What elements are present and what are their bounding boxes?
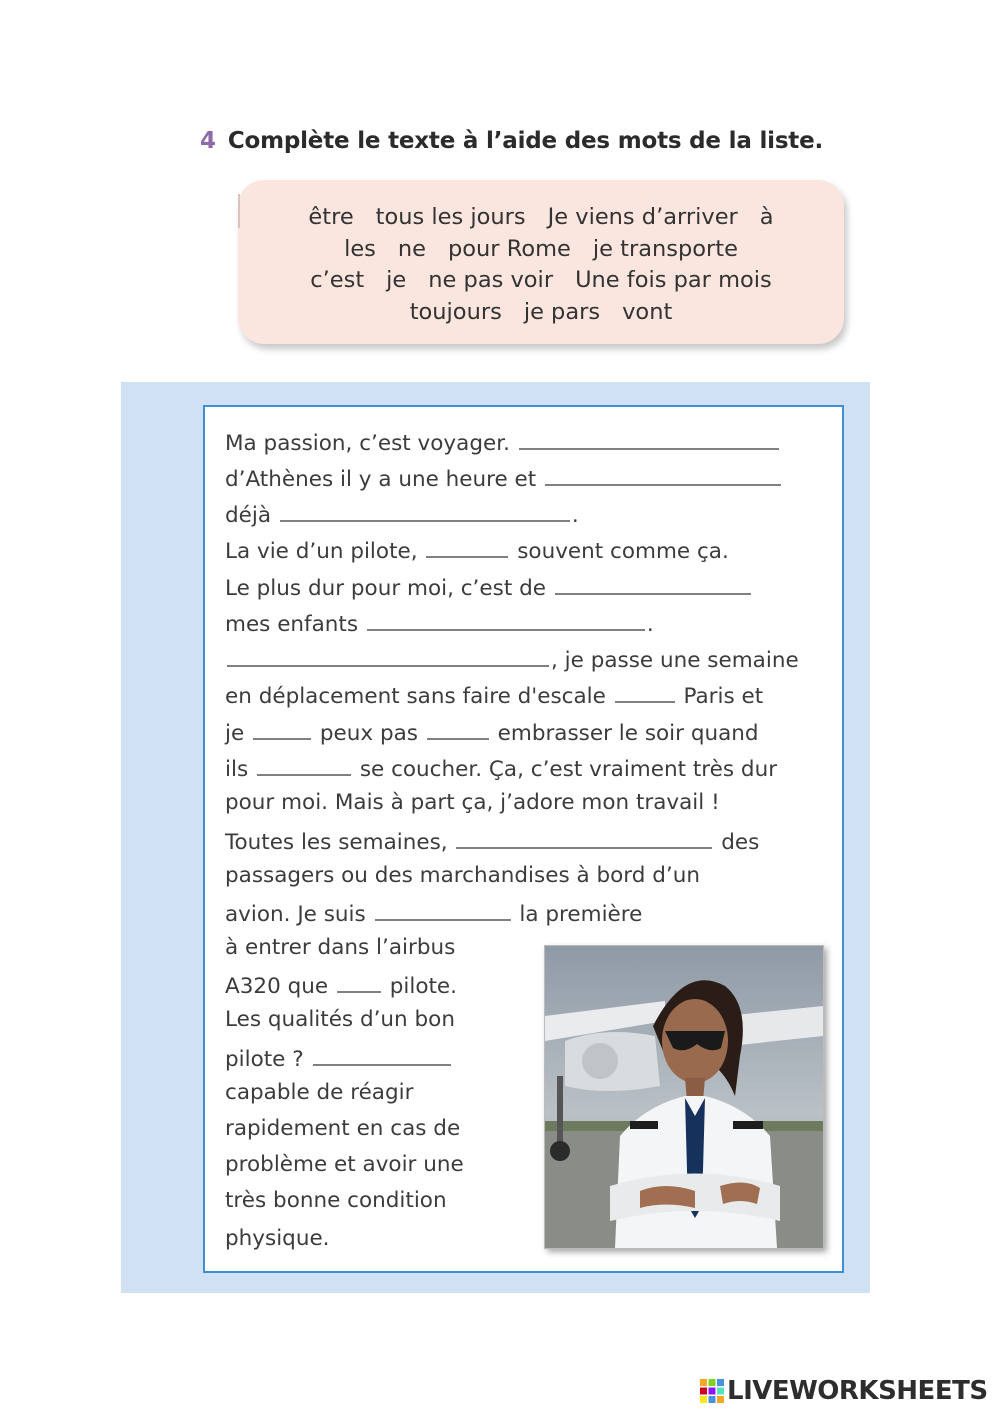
- passage-line: [225, 1116, 460, 1152]
- passage-line: [225, 1188, 447, 1224]
- passage-text-segment: .: [646, 612, 654, 637]
- passage-text-segment: La vie d’un pilote,: [225, 539, 425, 564]
- fill-in-blank[interactable]: [257, 754, 351, 776]
- passage-text-segment: .: [571, 503, 579, 528]
- passage-line: [225, 1080, 413, 1116]
- word-option: à: [759, 204, 774, 230]
- fill-in-blank[interactable]: [313, 1044, 451, 1066]
- passage-text-segment: problème et avoir une: [225, 1152, 464, 1177]
- passage-text-segment: d’Athènes il y a une heure et: [225, 467, 544, 492]
- passage-line: [225, 609, 654, 645]
- fill-in-blank[interactable]: [456, 827, 712, 849]
- passage-line: [225, 790, 720, 826]
- fill-in-blank[interactable]: [545, 464, 781, 486]
- passage-text-segment: souvent comme ça.: [510, 539, 729, 564]
- passage-line: [225, 935, 455, 971]
- word-option: pour Rome: [448, 235, 571, 262]
- passage-line: [225, 827, 759, 863]
- passage-line: [225, 1007, 455, 1043]
- word-option: tous les jours: [375, 204, 526, 230]
- passage-line: [225, 971, 457, 1007]
- passage-line: [225, 500, 579, 536]
- word-list-row: [238, 202, 844, 234]
- passage-text-segment: Paris et: [676, 684, 764, 709]
- passage-line: [225, 1044, 453, 1080]
- instruction-text: Complète le texte à l’aide des mots de la liste.: [227, 128, 824, 154]
- pilot-photo: [544, 945, 824, 1249]
- passage-text-segment: peux pas: [313, 721, 425, 746]
- word-option: je pars: [523, 298, 601, 325]
- fill-in-blank[interactable]: [555, 573, 751, 595]
- passage-text-segment: en déplacement sans faire d'escale: [225, 684, 613, 709]
- passage-text-segment: , je passe une semaine: [551, 648, 799, 673]
- fill-in-blank[interactable]: [337, 971, 381, 993]
- word-option: Une fois par mois: [575, 267, 772, 293]
- passage-line: [225, 645, 799, 681]
- word-list-row: [238, 265, 844, 297]
- passage-text-segment: pour moi. Mais à part ça, j’adore mon travail !: [225, 790, 720, 815]
- passage-text-segment: avion. Je suis: [225, 902, 373, 927]
- passage-line: [225, 681, 763, 717]
- passage-text-segment: passagers ou des marchandises à bord d’un: [225, 863, 700, 888]
- liveworksheets-logo[interactable]: [700, 1376, 988, 1410]
- liveworksheets-logo-icon: [700, 1379, 724, 1403]
- passage-line: [225, 863, 700, 899]
- word-option: être: [308, 204, 354, 230]
- passage-text-segment: la première: [512, 902, 643, 927]
- fill-in-blank[interactable]: [615, 681, 675, 703]
- passage-text-segment: je: [225, 721, 252, 746]
- word-option: toujours: [409, 298, 502, 325]
- passage-text-segment: capable de réagir: [225, 1080, 414, 1105]
- passage-text-segment: des: [714, 830, 760, 855]
- word-option: ne: [397, 235, 426, 262]
- passage-text-segment: physique.: [225, 1226, 330, 1251]
- passage-text-segment: Les qualités d’un bon: [225, 1007, 455, 1032]
- fill-in-blank[interactable]: [375, 899, 511, 921]
- passage-line: [225, 464, 783, 500]
- word-list-row: [238, 297, 844, 329]
- passage-text-segment: A320 que: [225, 974, 335, 999]
- passage-text-segment: se coucher. Ça, c’est vraiment très dur: [352, 757, 778, 782]
- word-list-box: [238, 180, 844, 344]
- fill-in-blank[interactable]: [280, 500, 570, 522]
- word-list: [238, 202, 844, 328]
- logo-text: LIVEWORKSHEETS: [727, 1376, 988, 1406]
- passage-line: [225, 754, 777, 790]
- exercise-instruction: [200, 128, 823, 154]
- passage-text-segment: embrasser le soir quand: [490, 721, 759, 746]
- passage-text-segment: ils: [225, 757, 255, 782]
- passage-line: [225, 428, 781, 464]
- passage-text-segment: pilote.: [382, 974, 457, 999]
- fill-in-blank[interactable]: [227, 645, 549, 667]
- passage-line: [225, 1226, 330, 1262]
- word-option: je transporte: [592, 235, 738, 262]
- passage-text-segment: à entrer dans l’airbus: [225, 935, 456, 960]
- word-option: c’est: [310, 267, 365, 293]
- pilot-photo-image: [545, 946, 823, 1248]
- passage-text-segment: Toutes les semaines,: [225, 830, 455, 855]
- fill-in-blank[interactable]: [253, 718, 311, 740]
- passage-line: [225, 1152, 464, 1188]
- fill-in-blank[interactable]: [519, 428, 779, 450]
- word-option: vont: [622, 298, 673, 325]
- word-option: je: [386, 267, 407, 293]
- word-option: les: [344, 235, 376, 262]
- exercise-number: 4: [200, 128, 216, 154]
- passage-text-segment: mes enfants: [225, 612, 365, 637]
- passage-text-segment: Ma passion, c’est voyager.: [225, 431, 517, 456]
- word-list-row: [238, 234, 844, 266]
- passage-text-segment: pilote ?: [225, 1047, 311, 1072]
- passage-line: [225, 573, 753, 609]
- passage-text-segment: rapidement en cas de: [225, 1116, 461, 1141]
- passage-line: [225, 536, 729, 572]
- passage-text-segment: Le plus dur pour moi, c’est de: [225, 576, 553, 601]
- word-option: ne pas voir: [428, 267, 554, 293]
- fill-in-blank[interactable]: [426, 536, 508, 558]
- passage-line: [225, 899, 642, 935]
- fill-in-blank[interactable]: [427, 718, 489, 740]
- fill-in-blank[interactable]: [367, 609, 645, 631]
- passage-text-segment: très bonne condition: [225, 1188, 447, 1213]
- passage-text-segment: déjà: [225, 503, 278, 528]
- passage-line: [225, 718, 759, 754]
- word-option: Je viens d’arriver: [547, 204, 738, 230]
